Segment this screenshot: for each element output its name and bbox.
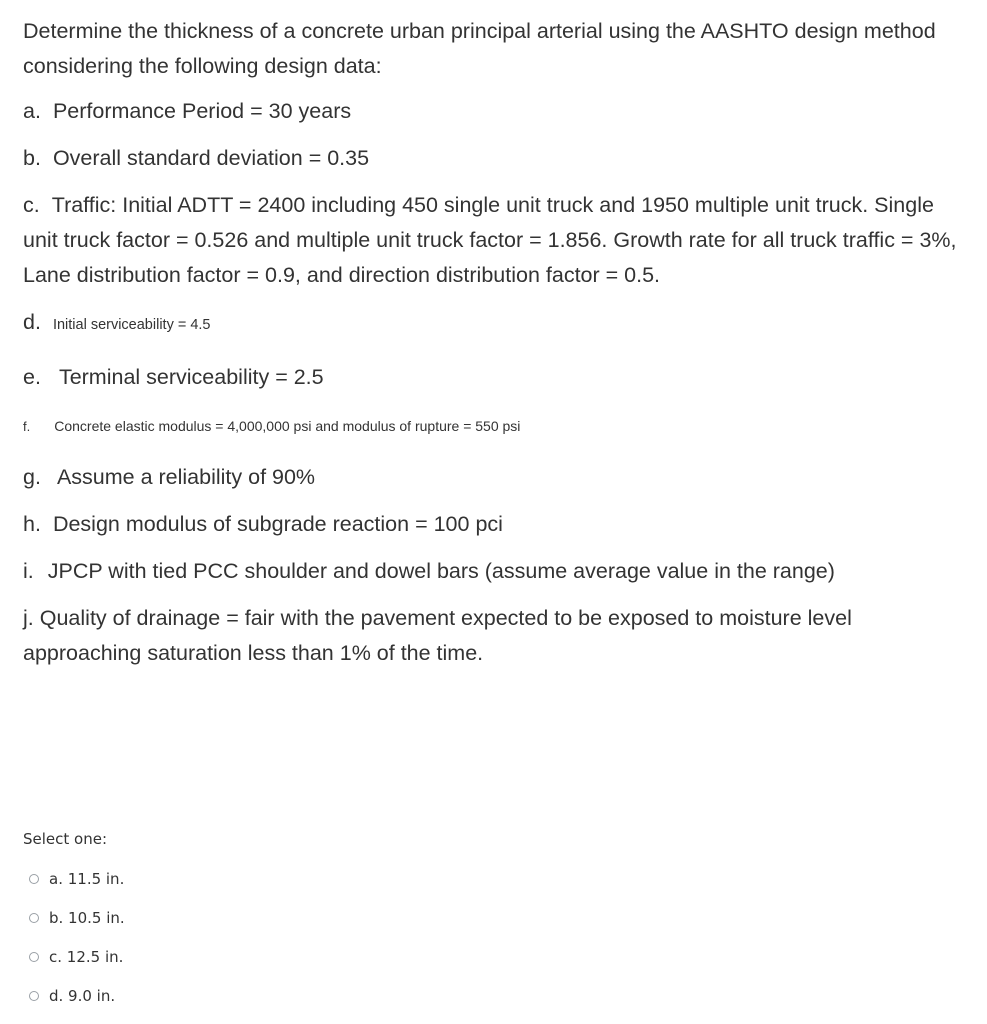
item-i [23, 554, 968, 589]
item-label: f. [23, 419, 31, 434]
option-a[interactable] [29, 868, 125, 890]
item-label: d. [23, 310, 41, 334]
option-b[interactable] [29, 907, 125, 929]
item-label: h. [23, 512, 41, 536]
select-prompt: Select one: [23, 830, 108, 848]
item-text: Traffic: Initial ADTT = 2400 including 450 single unit truck and 1950 multiple unit truck. Single unit truck factor = 0.526 and multiple unit truck factor = 1.856. Growth rate for all truck traffic = 3%, Lane distribution factor = 0.9, and direction distribution factor = 0.5. [23, 193, 957, 287]
item-text: Assume a reliability of 90% [56, 465, 316, 489]
item-label: i. [23, 559, 34, 583]
item-text: Quality of drainage = fair with the pavement expected to be exposed to moisture level approaching saturation less than 1% of the time. [23, 606, 852, 665]
item-b [23, 141, 968, 176]
option-label[interactable]: c. 12.5 in. [49, 948, 124, 966]
item-label: e. [23, 365, 41, 389]
answer-block [23, 830, 125, 1024]
option-label[interactable]: d. 9.0 in. [49, 987, 116, 1005]
option-c[interactable] [29, 946, 125, 968]
item-text: Terminal serviceability = 2.5 [58, 365, 324, 389]
item-text: Overall standard deviation = 0.35 [52, 146, 370, 170]
item-g [23, 460, 968, 495]
item-j [23, 601, 968, 671]
item-label: a. [23, 99, 41, 123]
item-text: Concrete elastic modulus = 4,000,000 psi and modulus of rupture = 550 psi [54, 418, 521, 434]
radio-button[interactable] [29, 874, 39, 884]
item-label: b. [23, 146, 41, 170]
option-label[interactable]: a. 11.5 in. [49, 870, 125, 888]
item-label: j. [23, 606, 34, 630]
radio-button[interactable] [29, 991, 39, 1001]
radio-button[interactable] [29, 913, 39, 923]
item-text: Initial serviceability = 4.5 [52, 317, 211, 333]
item-e [23, 360, 968, 395]
question-intro: Determine the thickness of a concrete urban principal arterial using the AASHTO design method considering the following design data: [23, 19, 936, 78]
item-a [23, 94, 968, 129]
item-label: g. [23, 465, 41, 489]
item-text: Design modulus of subgrade reaction = 100 pci [52, 512, 503, 536]
item-label: c. [23, 193, 40, 217]
radio-button[interactable] [29, 952, 39, 962]
item-h [23, 507, 968, 542]
item-d [23, 305, 968, 340]
question-text [23, 14, 968, 683]
item-f [23, 407, 968, 444]
item-c [23, 188, 968, 293]
item-text: Performance Period = 30 years [52, 99, 352, 123]
option-d[interactable] [29, 985, 125, 1007]
option-label[interactable]: b. 10.5 in. [49, 909, 125, 927]
item-text: JPCP with tied PCC shoulder and dowel bars (assume average value in the range) [47, 559, 835, 583]
